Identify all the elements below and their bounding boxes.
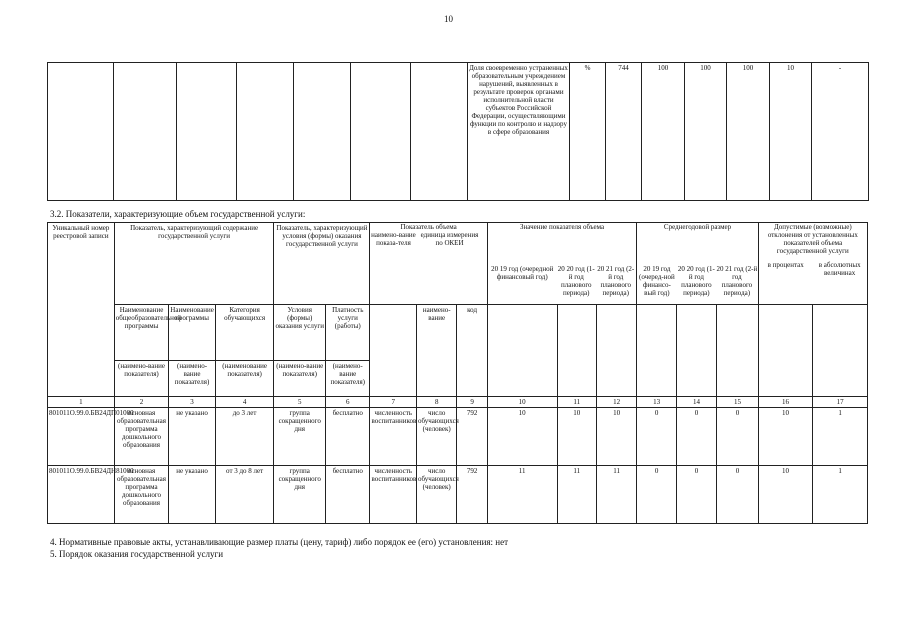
section-title: 3.2. Показатели, характеризующие объем государственной услуги: bbox=[50, 209, 306, 219]
value-cell: 100 bbox=[685, 63, 727, 201]
table-cell: 792 bbox=[457, 408, 487, 466]
table-cell: 10 bbox=[596, 408, 636, 466]
empty-cell bbox=[487, 305, 557, 397]
value-cell: 100 bbox=[727, 63, 770, 201]
column-number: 2 bbox=[114, 397, 169, 408]
column-number: 14 bbox=[676, 397, 716, 408]
empty-cell bbox=[370, 305, 417, 397]
table-cell: 1 bbox=[813, 466, 868, 524]
table-cell: численность воспитанников bbox=[370, 408, 417, 466]
value-cell: 10 bbox=[770, 63, 812, 201]
placeholder-cell: (наимено-вание показателя) bbox=[169, 361, 216, 397]
table-cell: 801011О.99.0.БВ24ДП01000 bbox=[48, 408, 115, 466]
okei-cell: 744 bbox=[606, 63, 642, 201]
header-in-percent: в процентах bbox=[767, 261, 804, 269]
table-cell: не указано bbox=[169, 466, 216, 524]
table-cell: бесплатно bbox=[326, 408, 370, 466]
table-cell: число обучающихся (человек) bbox=[416, 408, 456, 466]
header-volume bbox=[370, 223, 487, 305]
table-cell: группа сокращенного дня bbox=[274, 408, 326, 466]
page-number: 10 bbox=[444, 14, 453, 24]
sub-code: код bbox=[457, 305, 487, 397]
empty-cell bbox=[557, 305, 596, 397]
table-cell: 0 bbox=[717, 408, 758, 466]
column-number: 7 bbox=[370, 397, 417, 408]
header-conditions: Показатель, характеризующий условия (формы) оказания государственной услуги bbox=[274, 223, 370, 305]
header-unit: единица измерения по ОКЕИ bbox=[420, 231, 479, 247]
header-volume-value bbox=[487, 223, 637, 305]
column-number: 17 bbox=[813, 397, 868, 408]
table-cell: 11 bbox=[557, 466, 596, 524]
table-cell: 0 bbox=[717, 466, 758, 524]
header-year-2020: 20 20 год (1-й год планового периода) bbox=[557, 265, 595, 297]
table-cell: группа сокращенного дня bbox=[274, 466, 326, 524]
column-number: 5 bbox=[274, 397, 326, 408]
table-cell: не указано bbox=[169, 408, 216, 466]
footer-section-5: 5. Порядок оказания государственной услуги bbox=[50, 549, 224, 559]
empty-cell bbox=[411, 63, 468, 201]
sub-conditions: Условия (формы) оказания услуги bbox=[274, 305, 326, 361]
placeholder-cell: (наименование показателя) bbox=[215, 361, 274, 397]
header-avg-size bbox=[637, 223, 758, 305]
table-row bbox=[48, 466, 868, 524]
column-number: 8 bbox=[416, 397, 456, 408]
sub-category: Категория обучающихся bbox=[215, 305, 274, 361]
header-avg-size-label: Среднегодовой размер bbox=[663, 223, 732, 231]
table-cell: 0 bbox=[676, 466, 716, 524]
empty-cell bbox=[48, 63, 114, 201]
empty-cell bbox=[177, 63, 237, 201]
table-cell: бесплатно bbox=[326, 466, 370, 524]
table-cell: 10 bbox=[758, 408, 813, 466]
table-cell: до 3 лет bbox=[215, 408, 274, 466]
continuation-table bbox=[47, 62, 869, 201]
column-number: 13 bbox=[637, 397, 676, 408]
column-number: 9 bbox=[457, 397, 487, 408]
placeholder-cell: (наимено-вание показателя) bbox=[114, 361, 169, 397]
column-number: 15 bbox=[717, 397, 758, 408]
header-avg-2020: 20 20 год (1-й год планового периода) bbox=[677, 265, 715, 297]
header-avg-2021: 20 21 год (2-й год планового периода) bbox=[716, 265, 758, 297]
column-number: 16 bbox=[758, 397, 813, 408]
column-number: 3 bbox=[169, 397, 216, 408]
column-number: 6 bbox=[326, 397, 370, 408]
header-indicator-name: наимено-вание показа-теля bbox=[371, 231, 416, 247]
continuation-row bbox=[48, 63, 869, 201]
table-cell: 10 bbox=[557, 408, 596, 466]
volume-indicators-table bbox=[47, 222, 868, 524]
header-avg-2019: 20 19 год (очеред-ной финансо-вый год) bbox=[639, 265, 675, 297]
value-cell: - bbox=[812, 63, 869, 201]
table-cell: от 3 до 8 лет bbox=[215, 466, 274, 524]
header-volume-value-label: Значение показателя объема bbox=[519, 223, 605, 231]
footer-section-4: 4. Нормативные правовые акты, устанавливающие размер платы (цену, тариф) либо порядок ее (его) установления: нет bbox=[50, 537, 509, 547]
header-volume-label: Показатель объема bbox=[400, 223, 457, 231]
header-deviation-label: Допустимые (возможные) отклонения от установленных показателей объема государственной услуги bbox=[767, 223, 858, 255]
empty-cell bbox=[596, 305, 636, 397]
table-cell: 10 bbox=[758, 466, 813, 524]
column-number: 11 bbox=[557, 397, 596, 408]
table-cell: численность воспитанников bbox=[370, 466, 417, 524]
table-cell: 0 bbox=[676, 408, 716, 466]
sub-program-name2: Наименование программы bbox=[169, 305, 216, 361]
column-number: 10 bbox=[487, 397, 557, 408]
sub-unit-name: наимено-вание bbox=[416, 305, 456, 397]
table-cell: 801011О.99.0.БВ24ДН81000 bbox=[48, 466, 115, 524]
table-cell: 11 bbox=[487, 466, 557, 524]
column-number: 1 bbox=[48, 397, 115, 408]
empty-cell bbox=[637, 305, 676, 397]
empty-cell bbox=[114, 63, 177, 201]
header-year-2021: 20 21 год (2-й год планового периода) bbox=[597, 265, 635, 297]
placeholder-cell: (наимено-вание показателя) bbox=[274, 361, 326, 397]
empty-cell bbox=[294, 63, 351, 201]
header-content: Показатель, характеризующий содержание государственной услуги bbox=[114, 223, 274, 305]
empty-cell bbox=[676, 305, 716, 397]
table-cell: 10 bbox=[487, 408, 557, 466]
table-cell: 1 bbox=[813, 408, 868, 466]
sub-payment: Платность услуги (работы) bbox=[326, 305, 370, 361]
table-cell: основная образовательная программа дошкольного образования bbox=[114, 466, 169, 524]
value-cell: 100 bbox=[642, 63, 685, 201]
empty-cell bbox=[237, 63, 294, 201]
empty-cell bbox=[758, 305, 813, 397]
empty-cell bbox=[351, 63, 411, 201]
header-year-2019: 20 19 год (очередной финансовый год) bbox=[491, 265, 554, 281]
header-unique-number: Уникальный номер реестровой записи bbox=[48, 223, 115, 397]
table-cell: число обучающихся (человек) bbox=[416, 466, 456, 524]
unit-cell: % bbox=[570, 63, 606, 201]
column-number: 4 bbox=[215, 397, 274, 408]
placeholder-cell: (наимено-вание показателя) bbox=[326, 361, 370, 397]
table-cell: 792 bbox=[457, 466, 487, 524]
sub-program-name: Наименование общеобразовательной программы bbox=[114, 305, 169, 361]
table-row bbox=[48, 408, 868, 466]
header-deviation bbox=[758, 223, 867, 305]
table-cell: 0 bbox=[637, 466, 676, 524]
column-number: 12 bbox=[596, 397, 636, 408]
table-cell: основная образовательная программа дошкольного образования bbox=[114, 408, 169, 466]
header-in-absolute: в абсолютных величинах bbox=[818, 261, 861, 277]
column-numbers-row bbox=[48, 397, 868, 408]
empty-cell bbox=[813, 305, 868, 397]
table-cell: 0 bbox=[637, 408, 676, 466]
table-cell: 11 bbox=[596, 466, 636, 524]
indicator-name-cell: Доля своевременно устраненных образовательным учреждением нарушений, выявленных в результате проверок органами исполнительной власти субъектов Российской Федерации, осуществляющими функции по контролю и надзору в сфере образования bbox=[468, 63, 570, 201]
empty-cell bbox=[717, 305, 758, 397]
